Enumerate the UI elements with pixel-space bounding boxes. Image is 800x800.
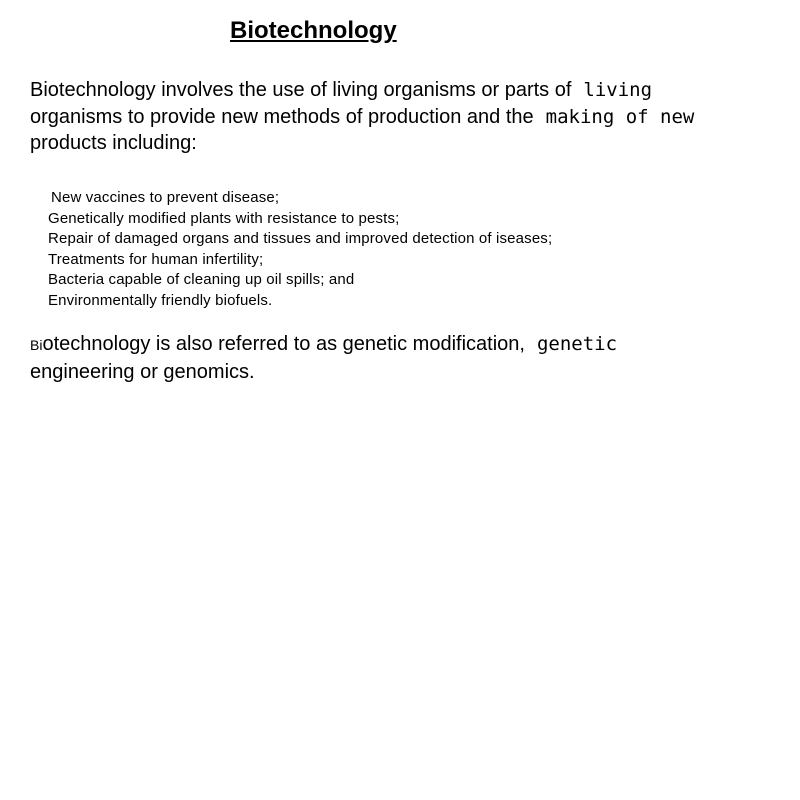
page-title: Biotechnology [230,17,397,44]
list-item: Treatments for human infertility; [48,250,264,268]
outro-line-1-mono: genetic [536,333,618,355]
outro-line-2 [30,359,770,386]
outro-paragraph [30,331,770,386]
intro-line-1 [30,77,770,104]
product-list [48,188,552,312]
intro-line-1-text: Biotechnology involves the use of living organisms or parts of [30,79,572,101]
list-item: Genetically modified plants with resistance to pests; [48,209,400,227]
outro-line-1-text: otechnology is also referred to as genetic modification, [42,333,525,355]
list-item: Bacteria capable of cleaning up oil spills; and [48,271,355,289]
intro-line-2-text: organisms to provide new methods of production and the [30,105,534,128]
outro-line-1-prefix: Bi [30,337,43,353]
intro-line-2-mono: making of new [545,105,695,128]
intro-line-2 [30,104,770,131]
list-item: New vaccines to prevent disease; [51,189,280,206]
intro-line-1-mono: living [583,79,653,101]
outro-line-2-text: engineering or genomics. [30,361,255,383]
list-item: Environmentally friendly biofuels. [48,291,273,309]
intro-line-3-text: products including: [30,132,197,154]
intro-paragraph [30,77,770,157]
intro-line-3 [30,130,770,157]
outro-line-1 [30,331,770,359]
list-item: Repair of damaged organs and tissues and improved detection of iseases; [48,230,553,248]
